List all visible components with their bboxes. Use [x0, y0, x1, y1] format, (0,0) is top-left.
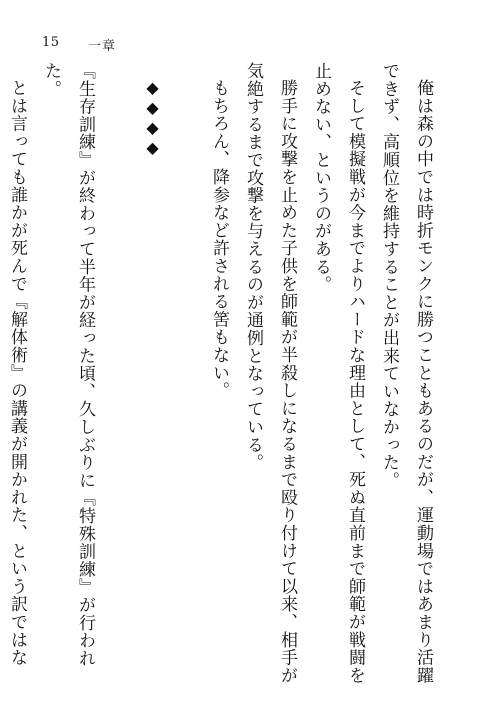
blank-line [102, 62, 136, 687]
section-separator: ◆◆◆◆ [143, 78, 162, 158]
page-header [0, 0, 500, 60]
blank-line [168, 62, 202, 687]
paragraph-3: 勝手に攻撃を止めた子供を師範が半殺しになるまで殴り付けて以来、相手が気絶するまで攻撃を与えるのが通例となっている。 [243, 62, 297, 685]
paragraph-2: そして模擬戦が今までよりハードな理由として、死ぬ直前まで師範が戦闘を止めない、というのがある。 [311, 62, 365, 685]
paragraph-6: とは言っても誰かが死んで『解体術』の講義が開かれた、という訳ではな [7, 79, 27, 667]
paragraph-5: 『生存訓練』が終わって半年が経った頃、久しぶりに『特殊訓練』が行われた。 [41, 62, 95, 668]
page-number: 15 [42, 35, 60, 50]
paragraph-1: 俺は森の中では時折モンクに勝つこともあるのだが、運動場ではあまり活躍できず、高順位を維持することが出来ていなかった。 [379, 62, 433, 685]
paragraph-4: もちろん、降参など許される筈もない。 [209, 79, 229, 400]
chapter-title: 一章 [88, 39, 117, 54]
vertical-body-text [7, 62, 440, 687]
